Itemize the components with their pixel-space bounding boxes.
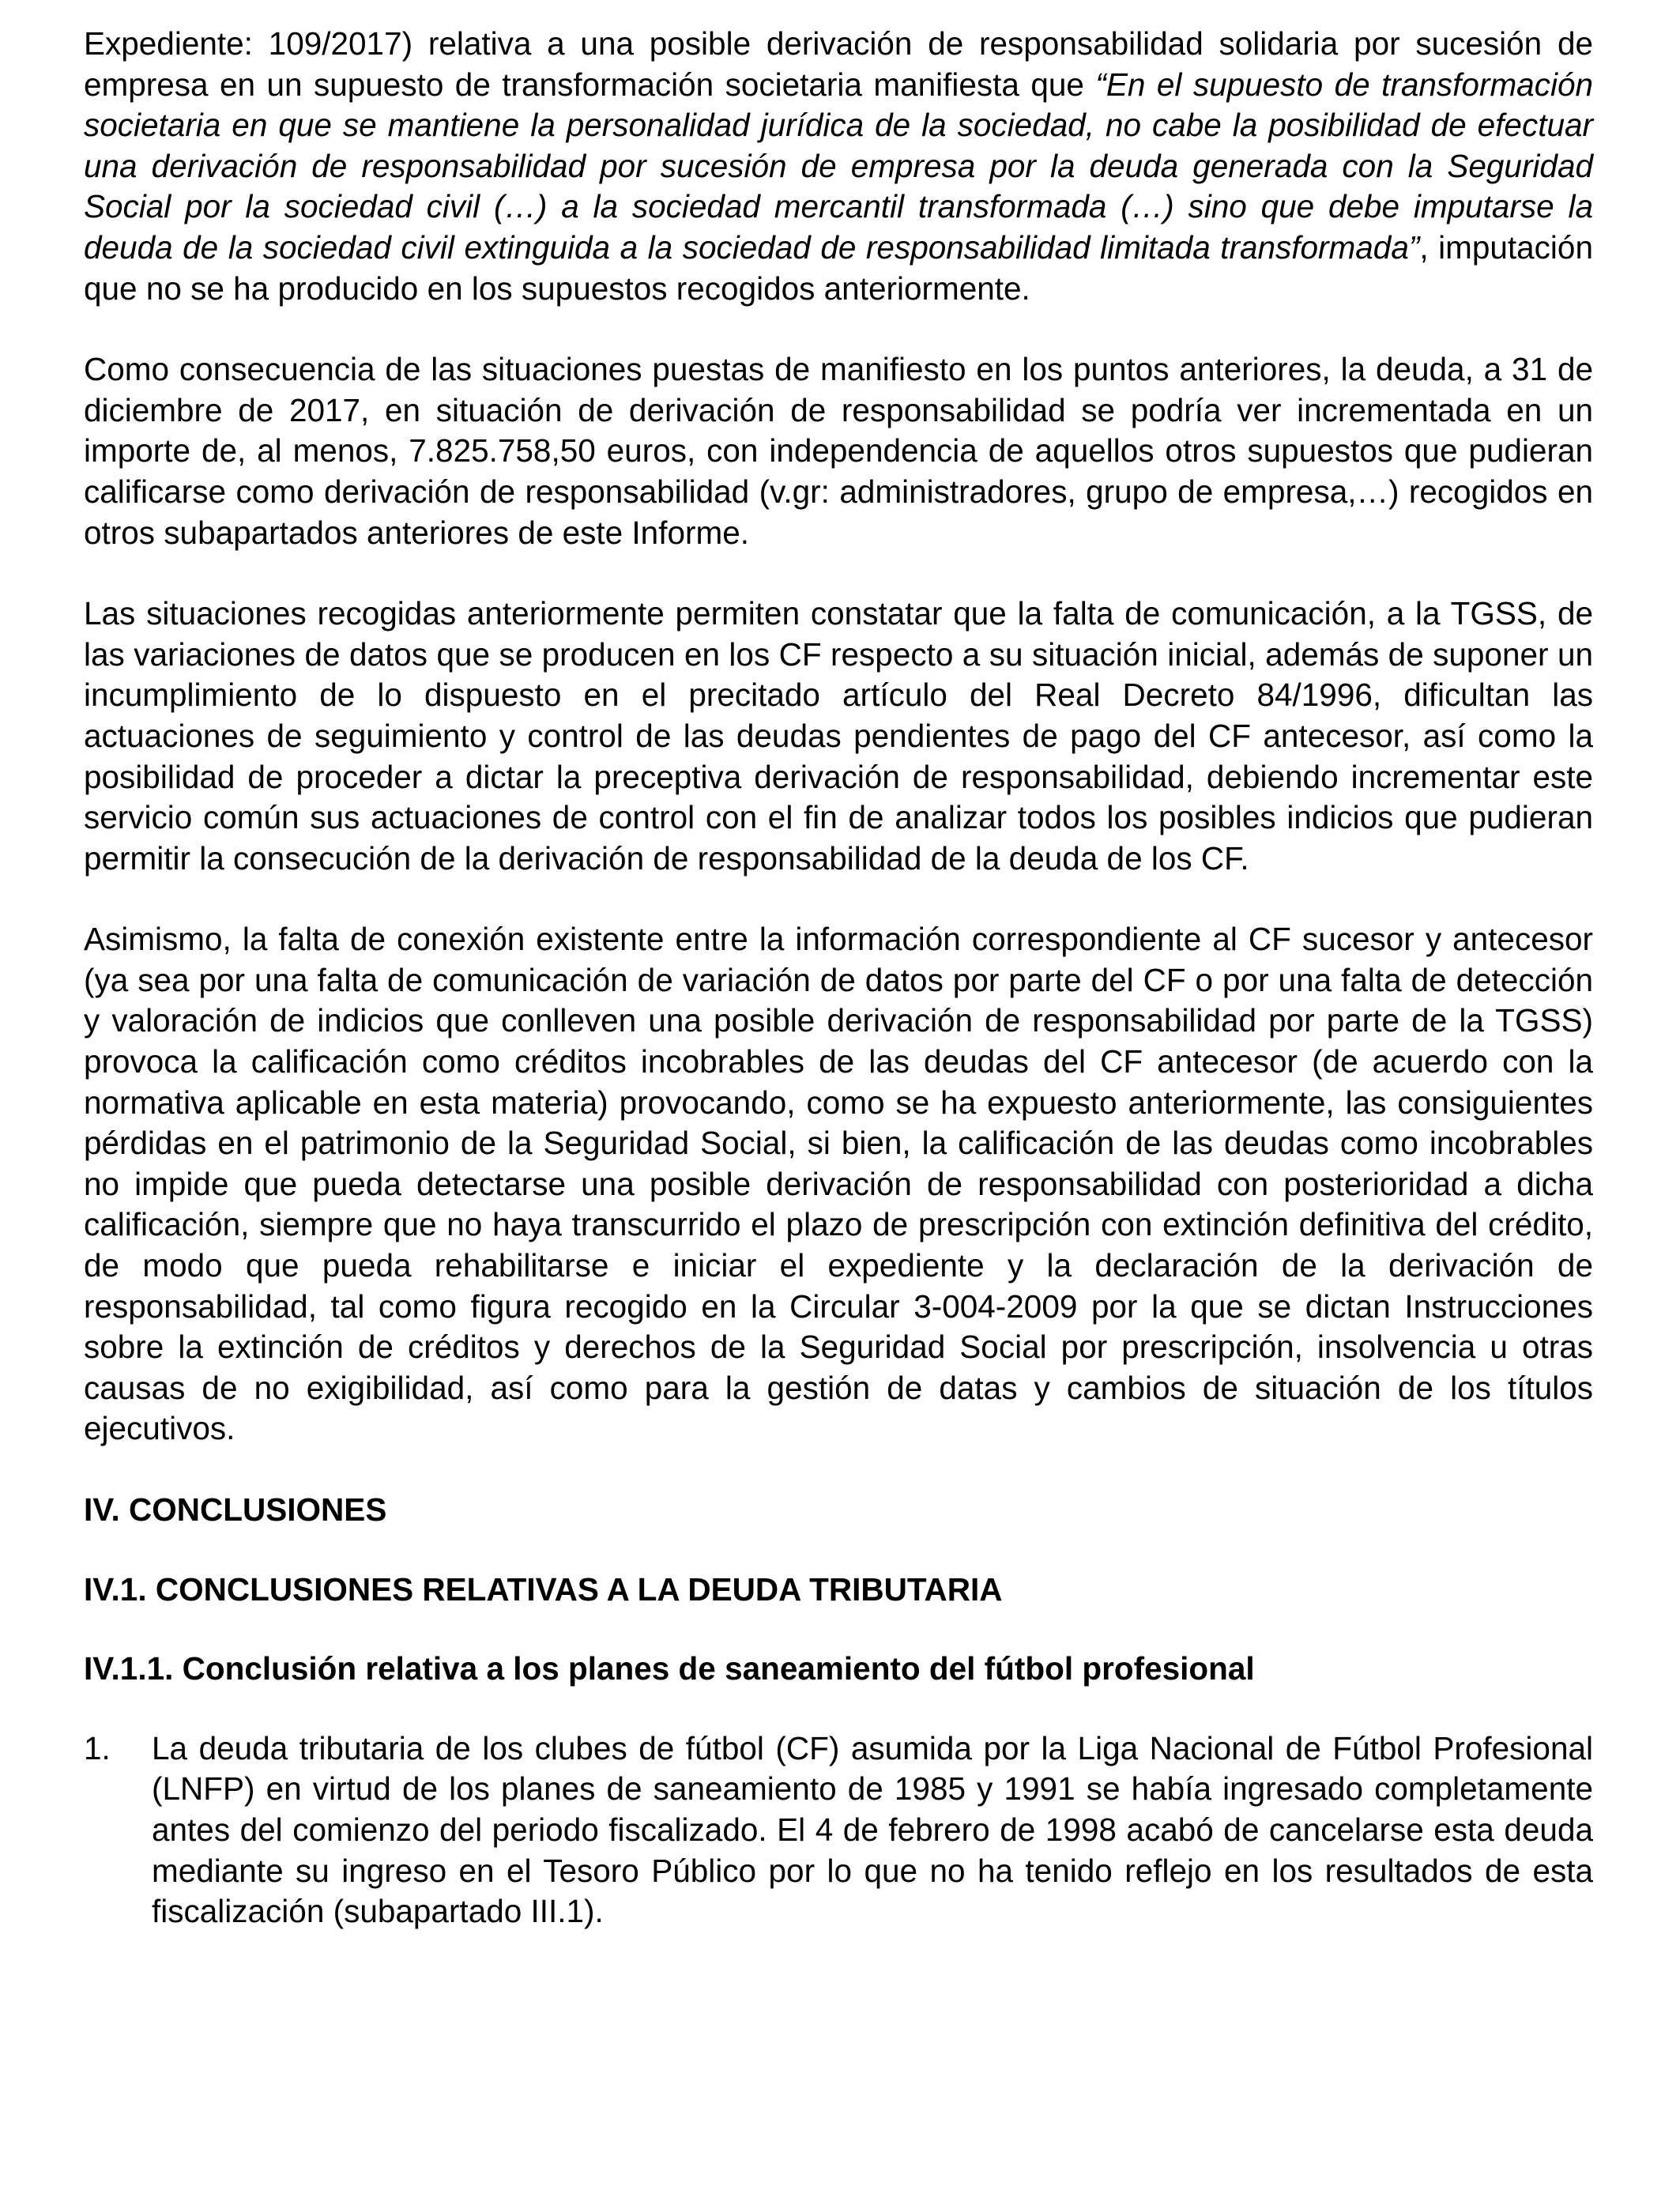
section-heading: IV. CONCLUSIONES (84, 1491, 387, 1528)
paragraph-tail: , imputación que no se ha producido en los supuestos recogidos anteriormente. (84, 228, 1593, 307)
paragraph-expediente (84, 24, 1593, 309)
subsection-heading: IV.1. CONCLUSIONES RELATIVAS A LA DEUDA TRIBUTARIA (84, 1570, 1003, 1608)
paragraph-lead: Expediente: 109/2017) relativa a una posible derivación de responsabilidad solidaria por sucesión de empresa en un supuesto de transformación societaria manifiesta que (84, 25, 1593, 103)
paragraph-falta-comunicacion: Las situaciones recogidas anteriormente permiten constatar que la falta de comunicación, a la TGSS, de las variaciones de datos que se producen en los CF respecto a su situación inicial, además de suponer un incumplimiento de lo dispuesto en el precitado artículo del Real Decreto 84/1996, dificultan las actuaciones de seguimiento y control de las deudas pendientes de pago del CF antecesor, así como la posibilidad de proceder a dictar la preceptiva derivación de responsabilidad, debiendo incrementar este servicio común sus actuaciones de control con el fin de analizar todos los posibles indicios que pudieran permitir la consecución de la derivación de responsabilidad de la deuda de los CF. (84, 595, 1593, 876)
subsubsection-heading: IV.1.1. Conclusión relativa a los planes de saneamiento del fútbol profesional (84, 1650, 1255, 1687)
list-item-text: La deuda tributaria de los clubes de fútbol (CF) asumida por la Liga Nacional de Fútbol Profesional (LNFP) en virtud de los planes de saneamiento de 1985 y 1991 se había ingresado completamente antes del comienzo del periodo fiscalizado. El 4 de febrero de 1998 acabó de cancelarse esta deuda mediante su ingreso en el Tesoro Público por lo que no ha tenido reflejo en los resultados de esta fiscalización (subapartado III.1). (152, 1729, 1593, 1930)
list-item-number: 1. (84, 1729, 111, 1766)
document-page (84, 24, 1593, 1932)
list-item (84, 1728, 1593, 1932)
quoted-text: “En el supuesto de transformación societaria en que se mantiene la personalidad jurídica de la sociedad, no cabe la posibilidad de efectuar una derivación de responsabilidad por sucesión de empresa por la deuda generada con la Seguridad Social por la sociedad civil (…) a la sociedad mercantil transformada (…) sino que debe imputarse la deuda de la sociedad civil extinguida a la sociedad de responsabilidad limitada transformada” (84, 66, 1593, 266)
paragraph-falta-conexion: Asimismo, la falta de conexión existente entre la información correspondiente al CF sucesor y antecesor (ya sea por una falta de comunicación de variación de datos por parte del CF o por una falta de detección y valoración de indicios que conlleven una posible derivación de responsabilidad por parte de la TGSS) provoca la calificación como créditos incobrables de las deudas del CF antecesor (de acuerdo con la normativa aplicable en esta materia) provocando, como se ha expuesto anteriormente, las consiguientes pérdidas en el patrimonio de la Seguridad Social, si bien, la calificación de las deudas como incobrables no impide que pueda detectarse una posible derivación de responsabilidad con posterioridad a dicha calificación, siempre que no haya transcurrido el plazo de prescripción con extinción definitiva del crédito, de modo que pueda rehabilitarse e iniciar el expediente y la declaración de la derivación de responsabilidad, tal como figura recogido en la Circular 3-004-2009 por la que se dictan Instrucciones sobre la extinción de créditos y derechos de la Seguridad Social por prescripción, insolvencia u otras causas de no exigibilidad, así como para la gestión de datas y cambios de situación de los títulos ejecutivos. (84, 921, 1593, 1447)
paragraph-deuda-derivacion: Como consecuencia de las situaciones puestas de manifiesto en los puntos anteriores, la deuda, a 31 de diciembre de 2017, en situación de derivación de responsabilidad se podría ver incrementada en un importe de, al menos, 7.825.758,50 euros, con independencia de aquellos otros supuestos que pudieran calificarse como derivación de responsabilidad (v.gr: administradores, grupo de empresa,…) recogidos en otros subapartados anteriores de este Informe. (84, 351, 1593, 551)
